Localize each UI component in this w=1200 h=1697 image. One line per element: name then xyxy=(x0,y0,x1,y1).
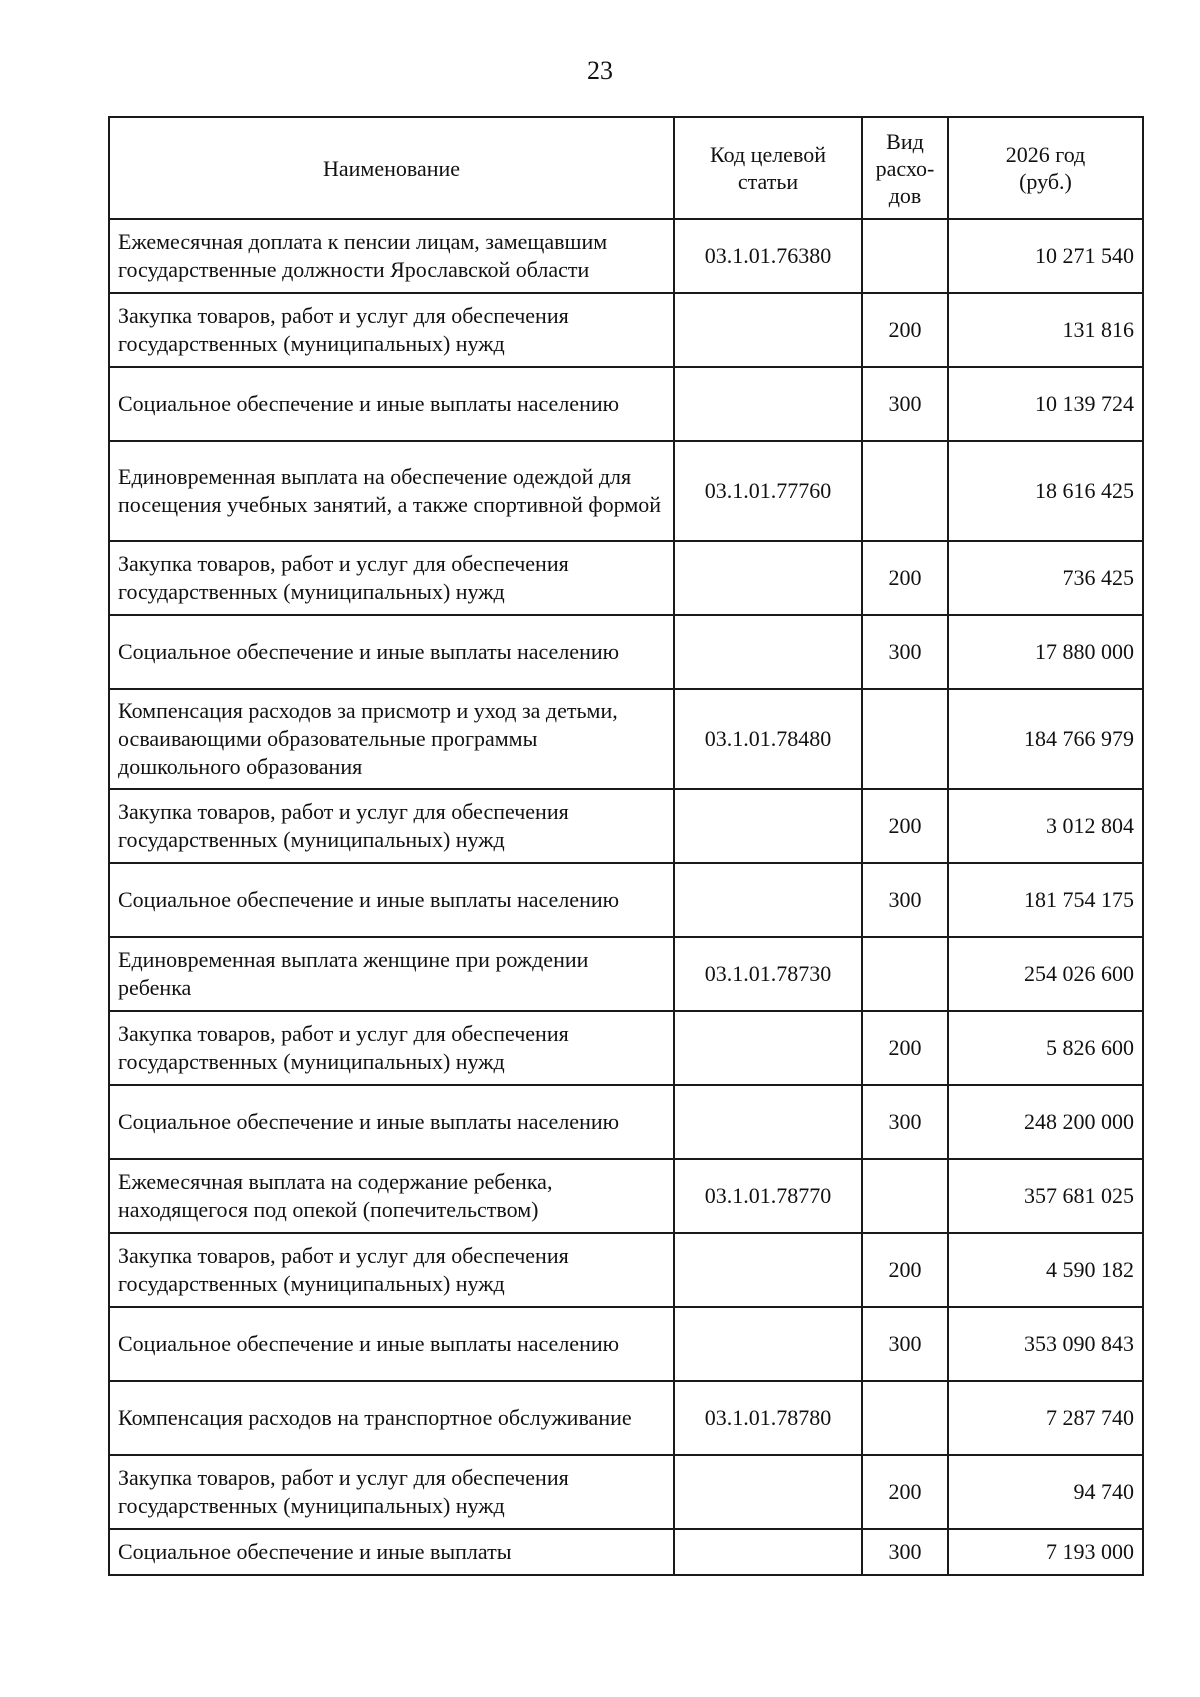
row-kind: 300 xyxy=(862,1085,948,1159)
row-kind xyxy=(862,441,948,541)
header-name: Наименование xyxy=(109,117,674,219)
row-amount: 4 590 182 xyxy=(948,1233,1143,1307)
row-name: Закупка товаров, работ и услуг для обеспечения государственных (муниципальных) нужд xyxy=(109,1011,674,1085)
row-amount: 184 766 979 xyxy=(948,689,1143,789)
table-row xyxy=(109,1455,1143,1529)
row-name: Компенсация расходов за присмотр и уход за детьми, осваивающими образовательные программы дошкольного образования xyxy=(109,689,674,789)
row-name: Социальное обеспечение и иные выплаты населению xyxy=(109,1085,674,1159)
row-amount: 357 681 025 xyxy=(948,1159,1143,1233)
table-row xyxy=(109,1085,1143,1159)
row-code xyxy=(674,1085,862,1159)
row-name: Социальное обеспечение и иные выплаты населению xyxy=(109,367,674,441)
budget-table xyxy=(108,116,1144,1576)
row-kind xyxy=(862,937,948,1011)
table-row xyxy=(109,293,1143,367)
row-amount: 7 287 740 xyxy=(948,1381,1143,1455)
page-number: 23 xyxy=(587,56,613,85)
row-amount: 5 826 600 xyxy=(948,1011,1143,1085)
row-name: Закупка товаров, работ и услуг для обеспечения государственных (муниципальных) нужд xyxy=(109,789,674,863)
row-kind xyxy=(862,1159,948,1233)
row-amount: 10 271 540 xyxy=(948,219,1143,293)
row-amount: 94 740 xyxy=(948,1455,1143,1529)
row-amount: 10 139 724 xyxy=(948,367,1143,441)
header-amount: 2026 год (руб.) xyxy=(948,117,1143,219)
row-kind: 200 xyxy=(862,1233,948,1307)
row-kind: 300 xyxy=(862,367,948,441)
row-name: Социальное обеспечение и иные выплаты населению xyxy=(109,1307,674,1381)
table-row xyxy=(109,1011,1143,1085)
table-row xyxy=(109,937,1143,1011)
table-row xyxy=(109,1381,1143,1455)
row-name: Закупка товаров, работ и услуг для обеспечения государственных (муниципальных) нужд xyxy=(109,293,674,367)
row-name: Закупка товаров, работ и услуг для обеспечения государственных (муниципальных) нужд xyxy=(109,1455,674,1529)
row-name: Ежемесячная доплата к пенсии лицам, замещавшим государственные должности Ярославской области xyxy=(109,219,674,293)
row-amount: 17 880 000 xyxy=(948,615,1143,689)
table-row xyxy=(109,367,1143,441)
row-code: 03.1.01.76380 xyxy=(674,219,862,293)
row-amount: 3 012 804 xyxy=(948,789,1143,863)
row-code xyxy=(674,541,862,615)
row-name: Закупка товаров, работ и услуг для обеспечения государственных (муниципальных) нужд xyxy=(109,541,674,615)
header-code: Код целевой статьи xyxy=(674,117,862,219)
row-kind: 200 xyxy=(862,789,948,863)
table-row xyxy=(109,1529,1143,1575)
row-kind: 300 xyxy=(862,1529,948,1575)
table-row xyxy=(109,541,1143,615)
row-kind xyxy=(862,219,948,293)
row-amount: 353 090 843 xyxy=(948,1307,1143,1381)
row-code: 03.1.01.78480 xyxy=(674,689,862,789)
row-name: Социальное обеспечение и иные выплаты населению xyxy=(109,863,674,937)
row-kind: 200 xyxy=(862,293,948,367)
row-code xyxy=(674,293,862,367)
row-name: Компенсация расходов на транспортное обслуживание xyxy=(109,1381,674,1455)
row-code xyxy=(674,615,862,689)
header-kind: Вид расхо- дов xyxy=(862,117,948,219)
row-name: Социальное обеспечение и иные выплаты населению xyxy=(109,615,674,689)
row-code xyxy=(674,1455,862,1529)
row-amount: 254 026 600 xyxy=(948,937,1143,1011)
table-row xyxy=(109,789,1143,863)
row-code: 03.1.01.77760 xyxy=(674,441,862,541)
table-row xyxy=(109,863,1143,937)
row-name: Единовременная выплата на обеспечение одеждой для посещения учебных занятий, а также спортивной формой xyxy=(109,441,674,541)
row-kind: 200 xyxy=(862,541,948,615)
row-kind xyxy=(862,689,948,789)
row-name: Ежемесячная выплата на содержание ребенка, находящегося под опекой (попечительством) xyxy=(109,1159,674,1233)
row-name: Единовременная выплата женщине при рождении ребенка xyxy=(109,937,674,1011)
row-name: Социальное обеспечение и иные выплаты xyxy=(109,1529,674,1575)
row-code xyxy=(674,1233,862,1307)
row-code xyxy=(674,863,862,937)
row-code xyxy=(674,1307,862,1381)
row-code xyxy=(674,367,862,441)
table-row xyxy=(109,689,1143,789)
row-kind: 300 xyxy=(862,615,948,689)
row-name: Закупка товаров, работ и услуг для обеспечения государственных (муниципальных) нужд xyxy=(109,1233,674,1307)
row-kind: 200 xyxy=(862,1455,948,1529)
row-code xyxy=(674,1529,862,1575)
row-amount: 736 425 xyxy=(948,541,1143,615)
table-row xyxy=(109,1159,1143,1233)
row-amount: 7 193 000 xyxy=(948,1529,1143,1575)
row-kind: 300 xyxy=(862,863,948,937)
row-amount: 181 754 175 xyxy=(948,863,1143,937)
row-code: 03.1.01.78770 xyxy=(674,1159,862,1233)
row-amount: 18 616 425 xyxy=(948,441,1143,541)
table-row xyxy=(109,615,1143,689)
row-amount: 131 816 xyxy=(948,293,1143,367)
table-row xyxy=(109,1233,1143,1307)
row-kind xyxy=(862,1381,948,1455)
row-code: 03.1.01.78730 xyxy=(674,937,862,1011)
row-code: 03.1.01.78780 xyxy=(674,1381,862,1455)
row-kind: 300 xyxy=(862,1307,948,1381)
row-amount: 248 200 000 xyxy=(948,1085,1143,1159)
row-kind: 200 xyxy=(862,1011,948,1085)
table-row xyxy=(109,219,1143,293)
table-header-row xyxy=(109,117,1143,219)
table-row xyxy=(109,441,1143,541)
table-row xyxy=(109,1307,1143,1381)
row-code xyxy=(674,789,862,863)
row-code xyxy=(674,1011,862,1085)
